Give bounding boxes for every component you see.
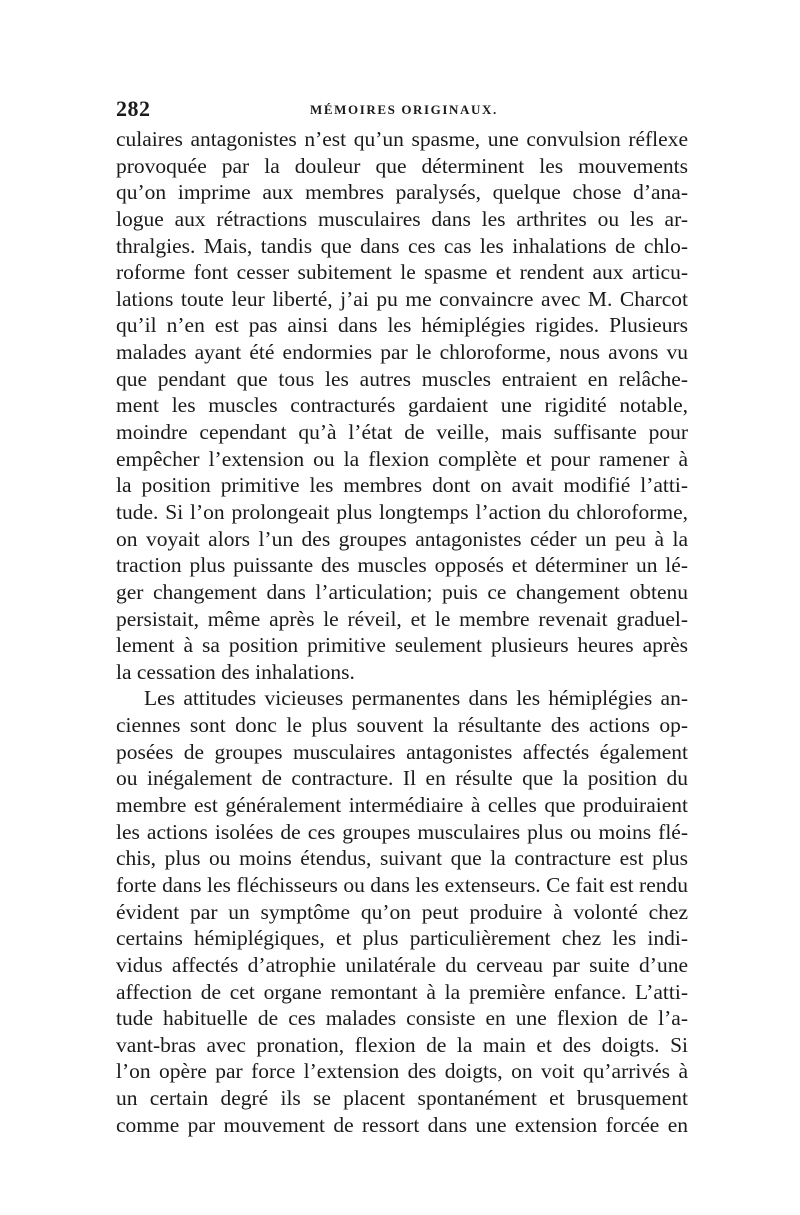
page-header (116, 96, 686, 126)
text-line: tude. Si l’on prolongeait plus longtemps l’action du chloroforme, (116, 499, 688, 524)
text-line: malades ayant été endormies par le chloroforme, nous avons vu (116, 340, 688, 365)
paragraph-end-line: la cessation des inhalations. (116, 659, 355, 684)
text-line: empêcher l’extension ou la flexion complète et pour ramener à (116, 446, 688, 471)
text-line: affection de cet organe remontant à la première enfance. L’atti- (116, 979, 688, 1004)
body-text (116, 126, 688, 1138)
text-line: moindre cependant qu’à l’état de veille, mais suffisante pour (116, 420, 688, 445)
text-line: ger changement dans l’articulation; puis ce changement obtenu (116, 579, 688, 604)
text-line: la position primitive les membres dont on avait modifié l’atti- (116, 473, 688, 498)
text-line: que pendant que tous les autres muscles entraient en relâche- (116, 366, 688, 391)
text-line: lement à sa position primitive seulement plusieurs heures après (116, 633, 688, 658)
text-line: logue aux rétractions musculaires dans les arthrites ou les ar- (116, 206, 688, 231)
text-line: on voyait alors l’un des groupes antagonistes céder un peu à la (116, 526, 688, 551)
text-line: traction plus puissante des muscles opposés et déterminer un lé- (116, 553, 688, 578)
text-line: vidus affectés d’atrophie unilatérale du cerveau par suite d’une (116, 952, 688, 977)
text-line: culaires antagonistes n’est qu’un spasme, une convulsion réflexe (116, 127, 688, 151)
text-line: forte dans les fléchisseurs ou dans les extenseurs. Ce fait est rendu (116, 872, 688, 897)
page-number: 282 (116, 96, 151, 121)
text-line: un certain degré ils se placent spontanément et brusquement (116, 1086, 688, 1111)
text-line: chis, plus ou moins étendus, suivant que la contracture est plus (116, 846, 688, 871)
text-line: évident par un symptôme qu’on peut produire à volonté chez (116, 899, 688, 924)
text-line: qu’on imprime aux membres paralysés, quelque chose d’ana- (116, 180, 688, 205)
text-line: comme par mouvement de ressort dans une extension forcée en (116, 1112, 688, 1137)
text-line: persistait, même après le réveil, et le membre revenait graduel- (116, 606, 688, 631)
running-head: MÉMOIRES ORIGINAUX. (310, 102, 498, 117)
text-line: ciennes sont donc le plus souvent la résultante des actions op- (116, 713, 688, 738)
text-line: qu’il n’en est pas ainsi dans les hémiplégies rigides. Plusieurs (116, 313, 688, 338)
text-line: posées de groupes musculaires antagonistes affectés également (116, 739, 688, 764)
text-line: vant-bras avec pronation, flexion de la main et des doigts. Si (116, 1032, 688, 1057)
text-line: les actions isolées de ces groupes musculaires plus ou moins flé- (116, 819, 688, 844)
text-line: roforme font cesser subitement le spasme et rendent aux articu- (116, 260, 688, 285)
text-line: lations toute leur liberté, j’ai pu me convaincre avec M. Charcot (116, 286, 688, 311)
text-line: l’on opère par force l’extension des doigts, on voit qu’arrivés à (116, 1059, 688, 1084)
text-line: membre est généralement intermédiaire à celles que produiraient (116, 793, 688, 818)
paragraph-start-line: Les attitudes vicieuses permanentes dans les hémiplégies an- (144, 686, 688, 711)
text-line: provoquée par la douleur que déterminent les mouvements (116, 153, 688, 178)
text-line: thralgies. Mais, tandis que dans ces cas les inhalations de chlo- (116, 233, 688, 258)
text-line: certains hémiplégiques, et plus particulièrement chez les indi- (116, 926, 688, 951)
text-line: tude habituelle de ces malades consiste en une flexion de l’a- (116, 1006, 688, 1031)
text-line: ment les muscles contracturés gardaient une rigidité notable, (116, 393, 688, 418)
text-line: ou inégalement de contracture. Il en résulte que la position du (116, 766, 688, 791)
